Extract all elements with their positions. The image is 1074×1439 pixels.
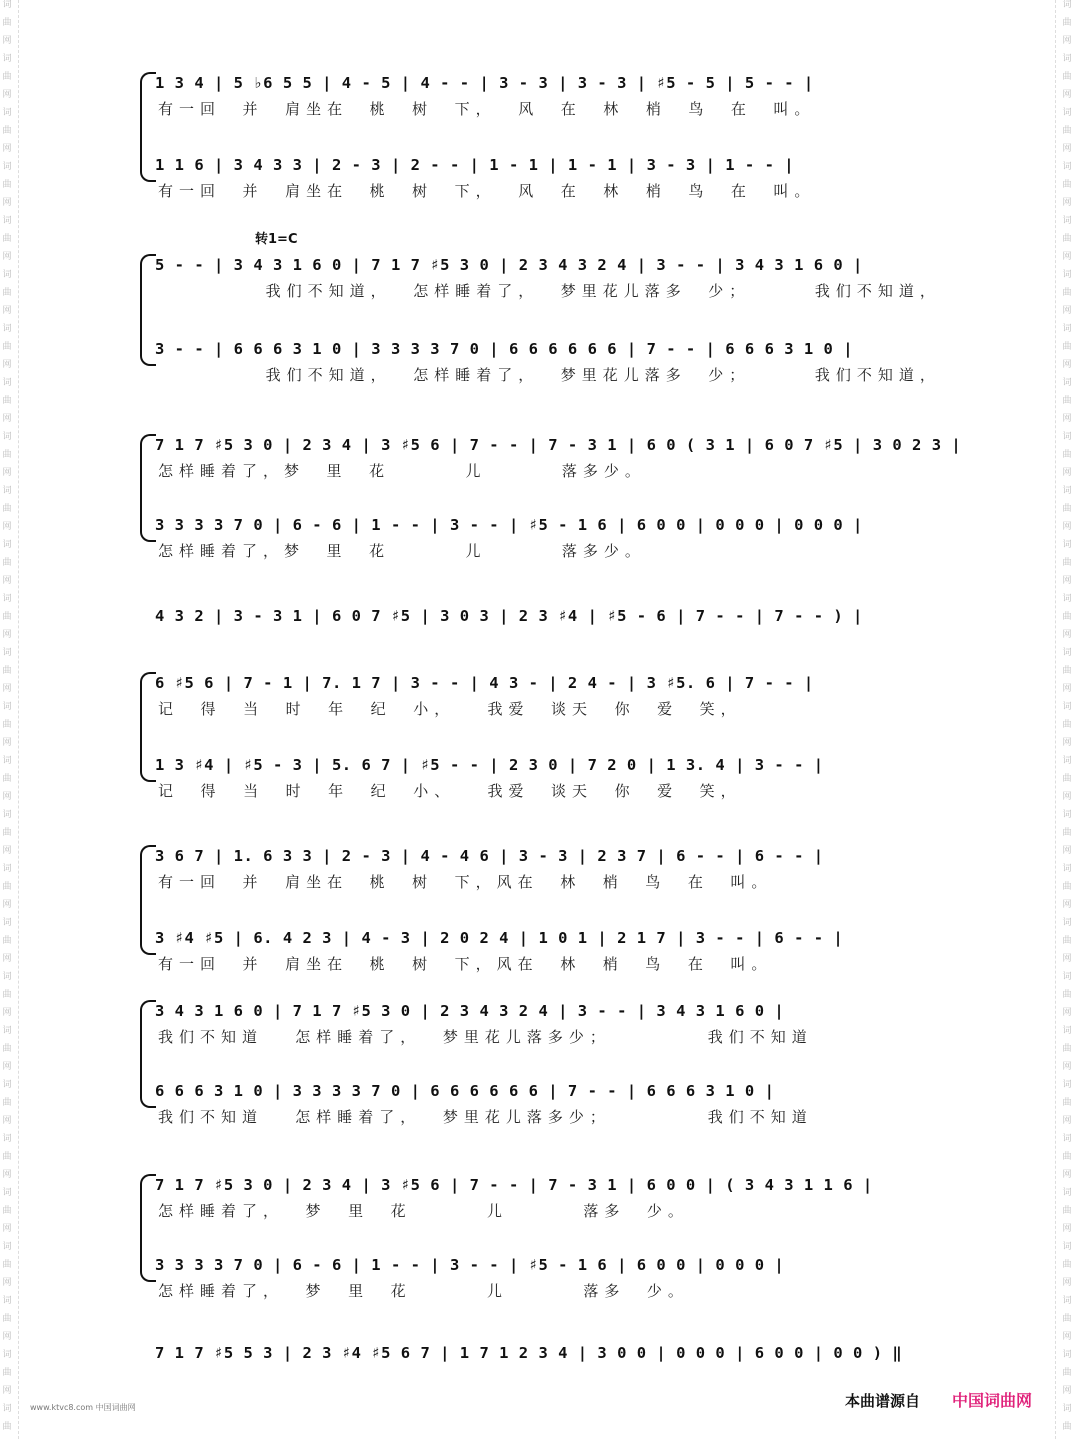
watermark-glyph: 曲 (2, 774, 12, 784)
notation-line: 4 3 2 | 3 - 3 1 | 6 0 7 ♯5 | 3 0 3 | 2 3 ♯4 | ♯5 - 6 | 7 - - | 7 - - ) | (155, 607, 863, 625)
watermark-glyph: 曲 (1062, 288, 1072, 298)
left-watermark-strip (0, 0, 14, 1439)
watermark-glyph: 词 (1062, 486, 1072, 496)
notation-line: 7 1 7 ♯5 3 0 | 2 3 4 | 3 ♯5 6 | 7 - - | 7 - 3 1 | 6 0 ( 3 1 | 6 0 7 ♯5 | 3 0 2 3 | (155, 436, 962, 454)
watermark-glyph: 词 (1062, 1296, 1072, 1306)
notation-line: 3 - - | 6 6 6 3 1 0 | 3 3 3 3 7 0 | 6 6 6 6 6 6 | 7 - - | 6 6 6 3 1 0 | (155, 340, 854, 358)
watermark-glyph: 词 (1062, 432, 1072, 442)
watermark-glyph: 网 (1062, 360, 1072, 370)
watermark-glyph: 曲 (1062, 1044, 1072, 1054)
watermark-glyph: 网 (1062, 1170, 1072, 1180)
watermark-glyph: 词 (2, 702, 12, 712)
right-watermark-strip (1060, 0, 1074, 1439)
watermark-glyph: 曲 (1062, 1314, 1072, 1324)
watermark-glyph: 曲 (2, 180, 12, 190)
watermark-glyph: 词 (2, 1296, 12, 1306)
watermark-glyph: 网 (1062, 198, 1072, 208)
watermark-glyph: 曲 (1062, 18, 1072, 28)
notation-line: 1 1 6 | 3 4 3 3 | 2 - 3 | 2 - - | 1 - 1 | 1 - 1 | 3 - 3 | 1 - - | (155, 156, 795, 174)
notation-line: 7 1 7 ♯5 5 3 | 2 3 ♯4 ♯5 6 7 | 1 7 1 2 3 4 | 3 0 0 | 0 0 0 | 6 0 0 | 0 0 ) ‖ (155, 1344, 903, 1362)
watermark-glyph: 词 (1062, 162, 1072, 172)
watermark-glyph: 网 (2, 198, 12, 208)
watermark-glyph: 曲 (1062, 1260, 1072, 1270)
lyric-line: 我们不知道 怎样睡着了， 梦里花儿落多少； 我们不知道 (158, 1028, 813, 1046)
watermark-glyph: 网 (2, 1386, 12, 1396)
watermark-glyph: 曲 (1062, 828, 1072, 838)
watermark-glyph: 曲 (1062, 666, 1072, 676)
watermark-glyph: 网 (1062, 1008, 1072, 1018)
watermark-glyph: 词 (1062, 756, 1072, 766)
watermark-glyph: 网 (1062, 306, 1072, 316)
watermark-glyph: 网 (2, 522, 12, 532)
system-brace (140, 1174, 156, 1282)
watermark-glyph: 网 (2, 792, 12, 802)
notation-line: 1 3 ♯4 | ♯5 - 3 | 5. 6 7 | ♯5 - - | 2 3 0 | 7 2 0 | 1 3. 4 | 3 - - | (155, 756, 824, 774)
watermark-glyph: 词 (2, 918, 12, 928)
watermark-glyph: 网 (1062, 414, 1072, 424)
watermark-glyph: 词 (1062, 702, 1072, 712)
watermark-glyph: 曲 (1062, 1206, 1072, 1216)
watermark-glyph: 曲 (2, 72, 12, 82)
right-margin-line (1055, 0, 1056, 1439)
watermark-glyph: 网 (2, 1224, 12, 1234)
watermark-glyph: 词 (2, 594, 12, 604)
watermark-glyph: 曲 (2, 1260, 12, 1270)
watermark-glyph: 曲 (1062, 936, 1072, 946)
lyric-line: 怎样睡着了，梦 里 花 儿 落多少。 (158, 542, 646, 560)
watermark-glyph: 曲 (2, 828, 12, 838)
watermark-glyph: 词 (1062, 1080, 1072, 1090)
watermark-glyph: 网 (2, 738, 12, 748)
watermark-glyph: 词 (2, 108, 12, 118)
watermark-glyph: 词 (1062, 1188, 1072, 1198)
watermark-glyph: 网 (2, 414, 12, 424)
watermark-glyph: 词 (1062, 864, 1072, 874)
watermark-glyph: 词 (2, 810, 12, 820)
watermark-glyph: 网 (1062, 954, 1072, 964)
watermark-glyph: 曲 (2, 1314, 12, 1324)
notation-line: 3 3 3 3 7 0 | 6 - 6 | 1 - - | 3 - - | ♯5 - 1 6 | 6 0 0 | 0 0 0 | (155, 1256, 785, 1274)
watermark-glyph: 词 (2, 1080, 12, 1090)
watermark-glyph: 网 (2, 252, 12, 262)
key-change-marking: 转1=C (255, 232, 298, 247)
watermark-glyph: 网 (2, 306, 12, 316)
watermark-glyph: 网 (2, 954, 12, 964)
watermark-glyph: 网 (2, 684, 12, 694)
watermark-glyph: 词 (2, 1134, 12, 1144)
watermark-glyph: 网 (1062, 468, 1072, 478)
watermark-glyph: 曲 (2, 1206, 12, 1216)
watermark-glyph: 词 (2, 486, 12, 496)
watermark-glyph: 网 (2, 900, 12, 910)
watermark-glyph: 曲 (2, 1044, 12, 1054)
watermark-glyph: 曲 (2, 1368, 12, 1378)
lyric-line: 我们不知道 怎样睡着了， 梦里花儿落多少； 我们不知道 (158, 1108, 813, 1126)
watermark-glyph: 曲 (2, 288, 12, 298)
watermark-glyph: 曲 (2, 720, 12, 730)
watermark-glyph: 词 (1062, 540, 1072, 550)
watermark-glyph: 词 (1062, 324, 1072, 334)
system-brace (140, 72, 156, 182)
watermark-glyph: 网 (1062, 1224, 1072, 1234)
watermark-glyph: 网 (1062, 900, 1072, 910)
watermark-glyph: 网 (1062, 792, 1072, 802)
watermark-glyph: 曲 (2, 666, 12, 676)
footer-source-label: 本曲谱源自 (845, 1392, 921, 1410)
watermark-glyph: 曲 (1062, 1422, 1072, 1432)
watermark-glyph: 网 (1062, 630, 1072, 640)
notation-line: 7 1 7 ♯5 3 0 | 2 3 4 | 3 ♯5 6 | 7 - - | 7 - 3 1 | 6 0 0 | ( 3 4 3 1 1 6 | (155, 1176, 873, 1194)
watermark-glyph: 曲 (1062, 450, 1072, 460)
watermark-glyph: 词 (2, 540, 12, 550)
watermark-glyph: 网 (2, 846, 12, 856)
watermark-glyph: 网 (1062, 144, 1072, 154)
watermark-glyph: 曲 (2, 450, 12, 460)
watermark-glyph: 曲 (1062, 504, 1072, 514)
watermark-glyph: 曲 (2, 18, 12, 28)
system-brace (140, 434, 156, 542)
watermark-glyph: 曲 (1062, 72, 1072, 82)
lyric-line: 有一回 并 肩坐在 桃 树 下，风在 林 梢 鸟 在 叫。 (158, 873, 773, 891)
footer-small-url: www.ktvc8.com 中国词曲网 (30, 1403, 136, 1412)
notation-line: 3 6 7 | 1. 6 3 3 | 2 - 3 | 4 - 4 6 | 3 - 3 | 2 3 7 | 6 - - | 6 - - | (155, 847, 824, 865)
watermark-glyph: 词 (1062, 378, 1072, 388)
watermark-glyph: 词 (2, 324, 12, 334)
notation-line: 5 - - | 3 4 3 1 6 0 | 7 1 7 ♯5 3 0 | 2 3 4 3 2 4 | 3 - - | 3 4 3 1 6 0 | (155, 256, 863, 274)
watermark-glyph: 网 (1062, 1332, 1072, 1342)
watermark-glyph: 曲 (2, 396, 12, 406)
notation-line: 3 4 3 1 6 0 | 7 1 7 ♯5 3 0 | 2 3 4 3 2 4 | 3 - - | 3 4 3 1 6 0 | (155, 1002, 785, 1020)
watermark-glyph: 词 (2, 864, 12, 874)
watermark-glyph: 曲 (2, 342, 12, 352)
watermark-glyph: 网 (2, 360, 12, 370)
watermark-glyph: 曲 (1062, 612, 1072, 622)
watermark-glyph: 词 (1062, 1026, 1072, 1036)
lyric-line: 有一回 并 肩坐在 桃 树 下，风在 林 梢 鸟 在 叫。 (158, 955, 773, 973)
watermark-glyph: 词 (1062, 1242, 1072, 1252)
watermark-glyph: 曲 (1062, 1368, 1072, 1378)
watermark-glyph: 词 (2, 1242, 12, 1252)
system-brace (140, 1000, 156, 1108)
watermark-glyph: 网 (1062, 1116, 1072, 1126)
watermark-glyph: 曲 (2, 882, 12, 892)
watermark-glyph: 网 (1062, 522, 1072, 532)
watermark-glyph: 词 (2, 1026, 12, 1036)
left-margin-line (18, 0, 19, 1439)
watermark-glyph: 网 (1062, 576, 1072, 586)
watermark-glyph: 曲 (1062, 342, 1072, 352)
notation-line: 1 3 4 | 5 ♭6 5 5 | 4 - 5 | 4 - - | 3 - 3 | 3 - 3 | ♯5 - 5 | 5 - - | (155, 74, 814, 92)
watermark-glyph: 词 (1062, 0, 1072, 10)
lyric-line: 怎样睡着了， 梦 里 花 儿 落多 少。 (158, 1282, 689, 1300)
watermark-glyph: 词 (2, 756, 12, 766)
watermark-glyph: 词 (1062, 1350, 1072, 1360)
watermark-glyph: 词 (1062, 648, 1072, 658)
lyric-line: 怎样睡着了， 梦 里 花 儿 落多 少。 (158, 1202, 689, 1220)
watermark-glyph: 曲 (1062, 882, 1072, 892)
watermark-glyph: 词 (2, 378, 12, 388)
system-brace (140, 254, 156, 366)
watermark-glyph: 网 (1062, 684, 1072, 694)
watermark-glyph: 曲 (1062, 774, 1072, 784)
watermark-glyph: 词 (2, 162, 12, 172)
lyric-line: 记 得 当 时 年 纪 小、 我爱 谈天 你 爱 笑， (158, 782, 742, 800)
watermark-glyph: 网 (2, 90, 12, 100)
watermark-glyph: 词 (1062, 918, 1072, 928)
lyric-line: 记 得 当 时 年 纪 小， 我爱 谈天 你 爱 笑， (158, 700, 742, 718)
watermark-glyph: 词 (2, 972, 12, 982)
system-brace (140, 845, 156, 955)
watermark-glyph: 词 (1062, 1134, 1072, 1144)
watermark-glyph: 网 (2, 144, 12, 154)
watermark-glyph: 网 (1062, 1386, 1072, 1396)
notation-line: 3 ♯4 ♯5 | 6. 4 2 3 | 4 - 3 | 2 0 2 4 | 1 0 1 | 2 1 7 | 3 - - | 6 - - | (155, 929, 844, 947)
watermark-glyph: 网 (2, 1278, 12, 1288)
footer-site-name[interactable]: 中国词曲网 (952, 1391, 1033, 1410)
watermark-glyph: 词 (2, 648, 12, 658)
watermark-glyph: 词 (2, 1350, 12, 1360)
watermark-glyph: 曲 (2, 1152, 12, 1162)
watermark-glyph: 网 (2, 576, 12, 586)
watermark-glyph: 词 (2, 0, 12, 10)
watermark-glyph: 曲 (2, 1098, 12, 1108)
watermark-glyph: 曲 (2, 504, 12, 514)
watermark-glyph: 曲 (1062, 990, 1072, 1000)
watermark-glyph: 网 (2, 1170, 12, 1180)
watermark-glyph: 词 (1062, 54, 1072, 64)
watermark-glyph: 词 (1062, 594, 1072, 604)
watermark-glyph: 曲 (2, 234, 12, 244)
watermark-glyph: 词 (2, 216, 12, 226)
lyric-line: 我们不知道， 怎样睡着了， 梦里花儿落多 少； 我们不知道， (158, 366, 941, 384)
watermark-glyph: 曲 (1062, 720, 1072, 730)
watermark-glyph: 词 (2, 1404, 12, 1414)
watermark-glyph: 词 (1062, 972, 1072, 982)
lyric-line: 我们不知道， 怎样睡着了， 梦里花儿落多 少； 我们不知道， (158, 282, 941, 300)
watermark-glyph: 词 (2, 1188, 12, 1198)
watermark-glyph: 曲 (1062, 234, 1072, 244)
watermark-glyph: 词 (2, 54, 12, 64)
watermark-glyph: 曲 (2, 990, 12, 1000)
watermark-glyph: 词 (2, 432, 12, 442)
watermark-glyph: 网 (1062, 90, 1072, 100)
watermark-glyph: 曲 (2, 1422, 12, 1432)
watermark-glyph: 曲 (1062, 558, 1072, 568)
watermark-glyph: 曲 (2, 612, 12, 622)
watermark-glyph: 词 (2, 270, 12, 280)
watermark-glyph: 词 (1062, 810, 1072, 820)
notation-line: 6 ♯5 6 | 7 - 1 | 7. 1 7 | 3 - - | 4 3 - | 2 4 - | 3 ♯5. 6 | 7 - - | (155, 674, 814, 692)
watermark-glyph: 曲 (1062, 1098, 1072, 1108)
lyric-line: 有一回 并 肩坐在 桃 树 下， 风 在 林 梢 鸟 在 叫。 (158, 100, 816, 118)
watermark-glyph: 曲 (1062, 126, 1072, 136)
watermark-glyph: 网 (2, 1008, 12, 1018)
watermark-glyph: 词 (1062, 270, 1072, 280)
watermark-glyph: 网 (1062, 846, 1072, 856)
watermark-glyph: 词 (1062, 216, 1072, 226)
system-brace (140, 672, 156, 782)
watermark-glyph: 网 (2, 1062, 12, 1072)
notation-line: 3 3 3 3 7 0 | 6 - 6 | 1 - - | 3 - - | ♯5 - 1 6 | 6 0 0 | 0 0 0 | 0 0 0 | (155, 516, 863, 534)
watermark-glyph: 曲 (1062, 396, 1072, 406)
notation-line: 6 6 6 3 1 0 | 3 3 3 3 7 0 | 6 6 6 6 6 6 | 7 - - | 6 6 6 3 1 0 | (155, 1082, 775, 1100)
watermark-glyph: 网 (2, 1332, 12, 1342)
watermark-glyph: 网 (1062, 36, 1072, 46)
watermark-glyph: 曲 (1062, 1152, 1072, 1162)
watermark-glyph: 曲 (2, 558, 12, 568)
watermark-glyph: 网 (2, 630, 12, 640)
watermark-glyph: 网 (2, 1116, 12, 1126)
watermark-glyph: 网 (2, 468, 12, 478)
watermark-glyph: 网 (1062, 1278, 1072, 1288)
lyric-line: 有一回 并 肩坐在 桃 树 下， 风 在 林 梢 鸟 在 叫。 (158, 182, 816, 200)
watermark-glyph: 词 (1062, 108, 1072, 118)
watermark-glyph: 网 (1062, 738, 1072, 748)
watermark-glyph: 网 (1062, 252, 1072, 262)
watermark-glyph: 曲 (2, 126, 12, 136)
watermark-glyph: 词 (1062, 1404, 1072, 1414)
watermark-glyph: 网 (2, 36, 12, 46)
lyric-line: 怎样睡着了，梦 里 花 儿 落多少。 (158, 462, 646, 480)
watermark-glyph: 曲 (1062, 180, 1072, 190)
watermark-glyph: 曲 (2, 936, 12, 946)
watermark-glyph: 网 (1062, 1062, 1072, 1072)
